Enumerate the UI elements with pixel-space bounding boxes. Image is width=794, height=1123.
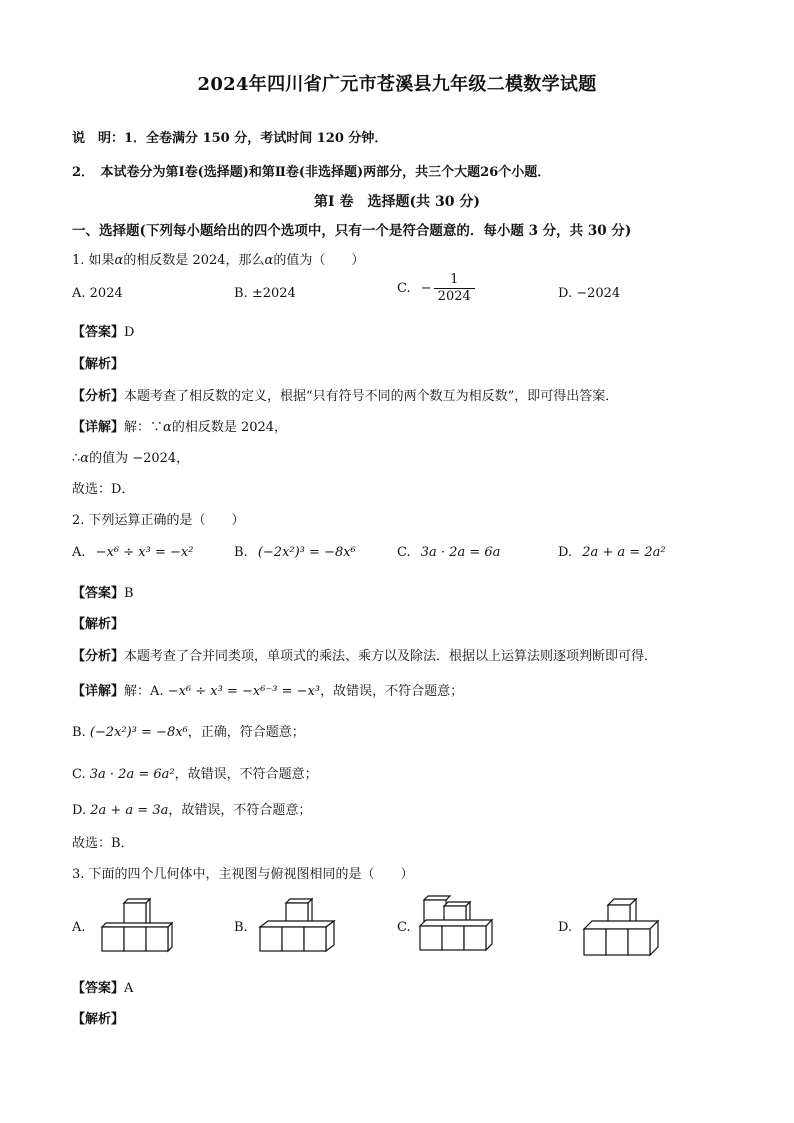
detail-suffix: ，故错误，不符合题意； <box>174 767 318 782</box>
q1-option-c-fraction <box>434 272 475 305</box>
q3-option-a-label: A. <box>72 920 86 935</box>
option-label: B. <box>234 545 248 560</box>
q3-stem: 3. 下面的四个几何体中，主视图与俯视图相同的是（ ） <box>72 867 414 882</box>
q3-option-c-label: C. <box>397 920 411 935</box>
detail-text: 解：∵ <box>124 420 164 435</box>
q3-solid-a <box>94 895 174 959</box>
detail-expression: 2a + a = 3a <box>90 803 169 818</box>
option-expression: 3a · 2a = 6a <box>420 545 501 560</box>
q2-detail-c <box>72 763 318 782</box>
q2-detail-a <box>72 680 463 699</box>
section-title: 第Ⅰ 卷 选择题(共 30 分) <box>314 194 480 210</box>
detail-suffix: ，正确，符合题意； <box>187 725 305 740</box>
q1-var: α <box>114 253 124 268</box>
fenxi-label: 【分析】 <box>72 389 125 404</box>
cube-group <box>584 899 658 955</box>
q1-choose: 故选：D． <box>72 482 135 497</box>
q1-option-a: A. 2024 <box>72 286 123 301</box>
q3-option-d-label: D. <box>558 920 573 935</box>
q3-answer <box>72 977 133 996</box>
q3-solid-b <box>256 895 338 959</box>
detail-label: 【详解】 <box>72 684 125 699</box>
cube-group <box>260 899 334 951</box>
q1-var: α <box>264 253 274 268</box>
detail-expression: −x⁶ ÷ x³ = −x⁶⁻³ = −x³ <box>167 684 321 699</box>
q2-option-d <box>558 545 666 560</box>
q1-option-b: B. ±2024 <box>234 286 296 301</box>
q1-option-c-label: C. <box>397 281 411 296</box>
option-label: C. <box>397 545 411 560</box>
q3-solid-c <box>418 892 498 956</box>
q1-detail <box>72 416 287 435</box>
section-heading: 一、选择题(下列每小题给出的四个选项中，只有一个是符合题意的．每小题 3 分，共 30 分) <box>72 223 632 239</box>
q1-analysis-label: 【解析】 <box>72 357 125 372</box>
detail-text: 的相反数是 2024， <box>171 420 288 435</box>
q1-stem-part: 的相反数是 2024，那么 <box>123 253 265 268</box>
fenxi-text: 本题考查了相反数的定义，根据“只有符号不同的两个数互为相反数”，即可得出答案． <box>124 389 619 404</box>
q3-option-b-label: B. <box>234 920 248 935</box>
cube-group <box>420 896 492 950</box>
cube-group <box>102 899 172 951</box>
q2-stem: 2. 下列运算正确的是（ ） <box>72 513 245 528</box>
answer-label: 【答案】 <box>72 586 125 601</box>
q1-fenxi <box>72 385 618 404</box>
q3-analysis-label: 【解析】 <box>72 1012 125 1027</box>
detail-prefix: 解：A. <box>124 684 164 699</box>
detail-prefix: B. <box>72 725 86 740</box>
q1-var: α <box>163 420 172 435</box>
q2-answer <box>72 582 134 601</box>
therefore-text: 的值为 −2024， <box>89 451 190 466</box>
q1-option-d: D. −2024 <box>558 286 621 301</box>
q1-stem <box>72 249 364 268</box>
answer-value: A <box>124 981 134 996</box>
q3-solid-d <box>582 895 668 961</box>
option-label: D. <box>558 545 573 560</box>
option-expression: 2a + a = 2a² <box>582 545 666 560</box>
q2-fenxi <box>72 645 657 664</box>
q2-option-c <box>397 545 500 560</box>
answer-label: 【答案】 <box>72 981 125 996</box>
q1-var: α <box>80 451 90 466</box>
answer-label: 【答案】 <box>72 325 125 340</box>
option-expression: −x⁶ ÷ x³ = −x² <box>95 545 194 560</box>
q2-detail-d <box>72 799 311 818</box>
note-line-1: 说 明：1．全卷满分 150 分，考试时间 120 分钟． <box>72 131 388 146</box>
detail-suffix: ，故错误，不符合题意； <box>320 684 464 699</box>
fraction-numerator: 1 <box>434 272 475 289</box>
answer-value: B <box>124 586 134 601</box>
page-title: 2024年四川省广元市苍溪县九年级二模数学试题 <box>197 74 597 95</box>
q2-option-a <box>72 545 193 560</box>
answer-value: D <box>124 325 135 340</box>
option-expression: (−2x²)³ = −8x⁶ <box>257 545 356 560</box>
q2-detail-b <box>72 721 305 740</box>
fraction-denominator: 2024 <box>437 289 471 304</box>
fenxi-label: 【分析】 <box>72 649 125 664</box>
detail-expression: 3a · 2a = 6a² <box>89 767 175 782</box>
q1-stem-part: 1. 如果 <box>72 253 115 268</box>
note-line-2: 2． 本试卷分为第Ⅰ卷(选择题)和第Ⅱ卷(非选择题)两部分，共三个大题26个小题． <box>72 165 551 180</box>
q1-answer <box>72 321 134 340</box>
option-label: A. <box>72 545 86 560</box>
q1-stem-part: 的值为（ ） <box>273 253 365 268</box>
q2-analysis-label: 【解析】 <box>72 617 125 632</box>
detail-prefix: C. <box>72 767 86 782</box>
q2-choose: 故选：B． <box>72 836 134 851</box>
therefore-symbol: ∴ <box>72 451 81 466</box>
q2-option-b <box>234 545 356 560</box>
q1-option-c <box>397 272 475 305</box>
detail-suffix: ，故错误，不符合题意； <box>168 803 312 818</box>
detail-prefix: D. <box>72 803 87 818</box>
q1-therefore <box>72 447 189 466</box>
detail-expression: (−2x²)³ = −8x⁶ <box>89 725 188 740</box>
detail-label: 【详解】 <box>72 420 125 435</box>
fenxi-text: 本题考查了合并同类项，单项式的乘法、乘方以及除法．根据以上运算法则逐项判断即可得． <box>124 649 658 664</box>
q1-option-c-sign: − <box>420 281 432 296</box>
